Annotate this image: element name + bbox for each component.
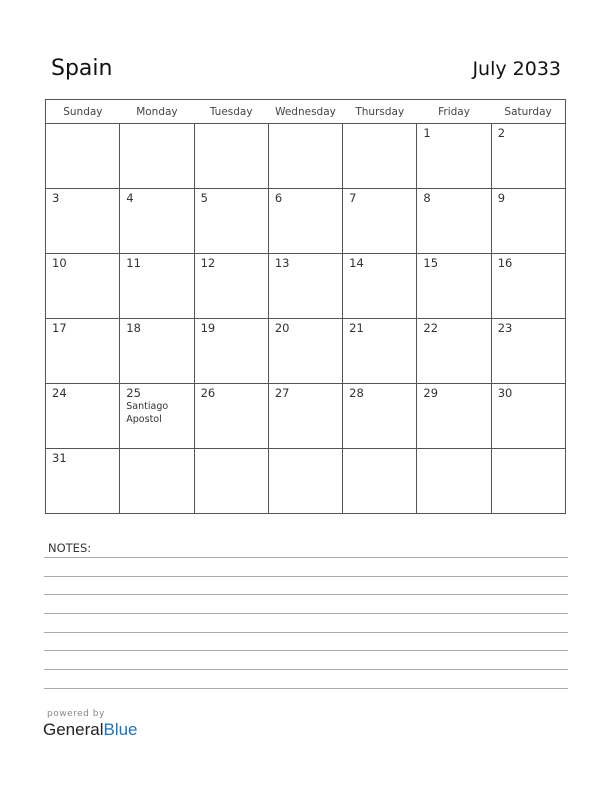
day-cell-content: [492, 124, 565, 140]
day-number: 22: [423, 321, 439, 335]
day-cell: [46, 319, 120, 384]
day-cell: [491, 124, 565, 189]
day-cell-content: [343, 319, 416, 335]
day-number: 24: [52, 386, 67, 400]
day-cell-content: [120, 189, 193, 205]
day-cell-content: [195, 449, 268, 452]
notes-line: [44, 669, 568, 670]
weekday-header: Saturday: [491, 100, 565, 124]
day-cell: [46, 254, 120, 319]
day-number: 21: [349, 321, 364, 335]
day-cell-content: [120, 254, 193, 270]
day-number: 1: [423, 126, 431, 140]
day-cell: [120, 254, 194, 319]
day-cell-content: [343, 189, 416, 205]
day-cell-content: [492, 384, 565, 400]
week-row: [46, 189, 566, 254]
day-cell-content: [195, 189, 268, 205]
day-number: 14: [349, 256, 364, 270]
weekday-header: Friday: [417, 100, 491, 124]
day-cell: [46, 384, 120, 449]
day-cell: [491, 254, 565, 319]
notes-line: [44, 557, 568, 558]
notes-line: [44, 688, 568, 689]
day-number: 17: [52, 321, 67, 335]
day-cell: [194, 384, 268, 449]
notes-line: [44, 632, 568, 633]
day-cell-content: [46, 189, 119, 205]
day-number: 15: [423, 256, 439, 270]
day-cell: [343, 124, 417, 189]
day-cell: [46, 124, 120, 189]
day-cell-content: [417, 254, 490, 270]
day-number: 7: [349, 191, 357, 205]
day-cell: [120, 124, 194, 189]
day-cell: [46, 189, 120, 254]
day-number: 18: [126, 321, 141, 335]
day-cell: [268, 384, 342, 449]
day-number: 5: [200, 191, 208, 205]
day-cell: [46, 449, 120, 514]
day-cell-content: [417, 384, 490, 400]
notes-line: [44, 594, 568, 595]
day-cell: [417, 319, 491, 384]
day-cell-content: [269, 449, 342, 452]
day-cell: [343, 254, 417, 319]
day-number: 29: [423, 386, 439, 400]
day-cell-content: [46, 449, 119, 465]
day-number: 8: [423, 191, 431, 205]
day-cell: [343, 319, 417, 384]
day-cell-content: [492, 189, 565, 205]
day-number: 3: [52, 191, 60, 205]
day-cell: [417, 449, 491, 514]
day-number: 12: [200, 256, 216, 270]
week-row: [46, 254, 566, 319]
day-number: 13: [274, 256, 290, 270]
day-cell-content: [120, 384, 193, 426]
day-cell-content: [492, 254, 565, 270]
day-number: 20: [274, 321, 290, 335]
day-cell: [194, 124, 268, 189]
notes-line: [44, 576, 568, 577]
day-cell: [417, 254, 491, 319]
day-number: 16: [497, 256, 513, 270]
day-number: 30: [497, 386, 513, 400]
day-cell: [417, 189, 491, 254]
day-cell-content: [417, 189, 490, 205]
week-row: [46, 384, 566, 449]
day-cell-content: [46, 124, 119, 127]
day-cell-content: [492, 319, 565, 335]
day-cell: [120, 449, 194, 514]
brand-logo: [43, 720, 138, 740]
day-number: 31: [52, 451, 67, 465]
brand-logo-part2: Blue: [103, 720, 138, 739]
day-cell-content: [46, 319, 119, 335]
day-cell-content: [417, 449, 490, 452]
day-number: 11: [126, 256, 141, 270]
weekday-header: Thursday: [343, 100, 417, 124]
day-cell: [417, 124, 491, 189]
day-cell-content: [269, 254, 342, 270]
day-cell-content: [195, 254, 268, 270]
notes-label: NOTES:: [48, 541, 92, 555]
day-number: 4: [126, 191, 134, 205]
brand-logo-part1: General: [43, 720, 104, 739]
day-cell: [491, 189, 565, 254]
day-cell: [268, 124, 342, 189]
day-cell: [417, 384, 491, 449]
day-cell-content: [195, 384, 268, 400]
day-cell-content: [195, 124, 268, 127]
day-cell: [268, 254, 342, 319]
day-cell: [120, 189, 194, 254]
day-number: 25: [126, 386, 141, 400]
day-cell-content: [46, 254, 119, 270]
day-number: 6: [274, 191, 283, 205]
day-cell-content: [195, 319, 268, 335]
day-number: 10: [52, 256, 67, 270]
day-cell: [491, 384, 565, 449]
day-cell-content: [343, 254, 416, 270]
day-cell-content: [343, 124, 416, 127]
day-cell-content: [46, 384, 119, 400]
notes-line: [44, 650, 568, 651]
day-cell: [194, 449, 268, 514]
weekday-header: Tuesday: [194, 100, 268, 124]
day-cell: [343, 449, 417, 514]
day-cell-content: [343, 449, 416, 452]
day-number: 23: [497, 321, 513, 335]
day-cell: [268, 449, 342, 514]
day-cell-content: [269, 384, 342, 400]
day-number: 19: [200, 321, 216, 335]
day-cell-content: [120, 319, 193, 335]
notes-line: [44, 613, 568, 614]
day-cell: [268, 319, 342, 384]
day-cell-content: [120, 124, 193, 127]
weekday-header: Monday: [120, 100, 194, 124]
day-cell: [194, 254, 268, 319]
weekday-header: Sunday: [46, 100, 120, 124]
day-cell: [268, 189, 342, 254]
day-number: 27: [274, 386, 290, 400]
day-cell-content: [120, 449, 193, 452]
month-year-title: July 2033: [472, 58, 561, 80]
day-number: 2: [497, 126, 506, 140]
day-number: 26: [200, 386, 216, 400]
day-cell: [343, 189, 417, 254]
day-cell: [343, 384, 417, 449]
day-number: 28: [349, 386, 364, 400]
day-cell: [120, 384, 194, 449]
day-cell: [491, 319, 565, 384]
day-cell-content: [343, 384, 416, 400]
day-cell-content: [269, 124, 342, 127]
day-cell: [194, 319, 268, 384]
day-cell: [194, 189, 268, 254]
week-row: [46, 124, 566, 189]
weekday-header-row: [46, 100, 566, 124]
country-title: Spain: [51, 56, 113, 81]
calendar-body: [46, 124, 566, 514]
day-cell-content: [417, 124, 490, 140]
holiday-label: Santiago Apostol: [126, 401, 169, 425]
week-row: [46, 319, 566, 384]
week-row: [46, 449, 566, 514]
powered-by-text: powered by: [47, 709, 105, 719]
day-cell: [120, 319, 194, 384]
day-cell-content: [417, 319, 490, 335]
day-number: 9: [497, 191, 506, 205]
day-cell: [491, 449, 565, 514]
day-cell-content: [269, 189, 342, 205]
calendar-grid: [45, 99, 566, 514]
weekday-header: Wednesday: [268, 100, 342, 124]
day-cell-content: [269, 319, 342, 335]
day-cell-content: [492, 449, 565, 452]
